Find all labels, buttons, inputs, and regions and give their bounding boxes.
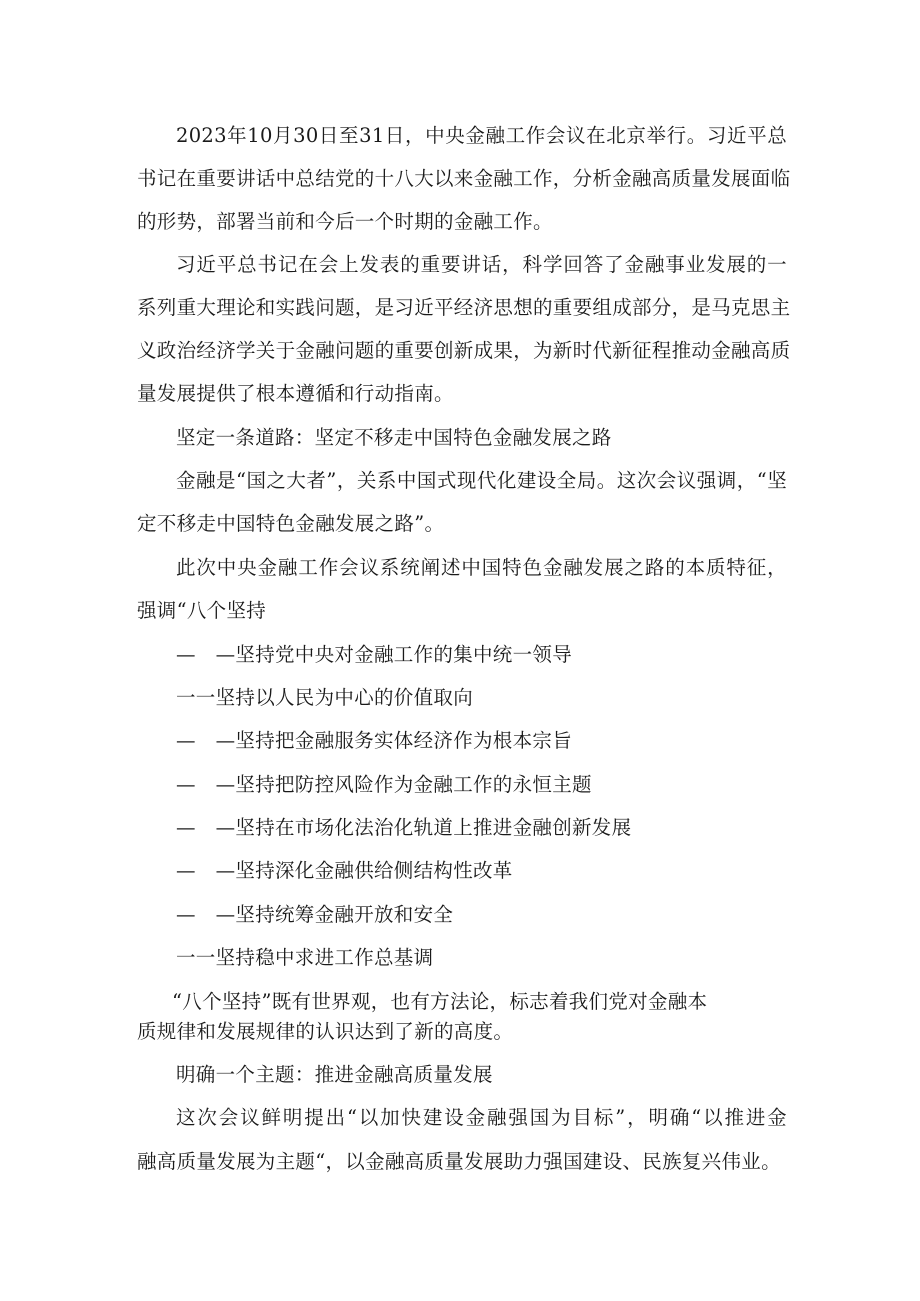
paragraph-speech-line-4: 量发展提供了根本遵循和行动指南。 (137, 382, 454, 405)
paragraph-speech-line-1: 习近平总书记在会上发表的重要讲话，科学回答了金融事业发展的一 (176, 253, 787, 276)
paragraph-final-line-2: 融高质量发展为主题“，以金融高质量发展助力强国建设、民族复兴伟业。 (137, 1150, 781, 1173)
list-item: — —坚持统筹金融开放和安全 (176, 903, 454, 926)
paragraph-closing-line-1: “八个坚持”既有世界观，也有方法论，标志着我们党对金融本 (172, 990, 708, 1013)
paragraph-eight-line-2: 强调“八个坚持 (137, 599, 267, 622)
section-heading-theme: 明确一个主题：推进金融高质量发展 (176, 1063, 493, 1086)
paragraph-speech-line-3: 义政治经济学关于金融问题的重要创新成果，为新时代新征程推动金融高质 (137, 339, 791, 362)
paragraph-eight-line-1: 此次中央金融工作会议系统阐述中国特色金融发展之路的本质特征， (176, 556, 787, 579)
paragraph-closing-line-2: 质规律和发展规律的认识达到了新的高度。 (137, 1020, 514, 1043)
paragraph-intro-line-3: 的形势，部署当前和今后一个时期的金融工作。 (137, 210, 553, 233)
list-item: — —坚持把防控风险作为金融工作的永恒主题 (176, 773, 592, 796)
paragraph-finance-line-2: 定不移走中国特色金融发展之路”。 (137, 512, 445, 535)
list-item: 一一坚持以人民为中心的价值取向 (176, 686, 474, 709)
paragraph-intro-line-2: 书记在重要讲话中总结党的十八大以来金融工作，分析金融高质量发展面临 (137, 167, 791, 190)
paragraph-intro-line-1: 2023年10月30日至31日，中央金融工作会议在北京举行。习近平总 (176, 124, 787, 147)
paragraph-final-line-1: 这次会议鲜明提出“以加快建设金融强国为目标”，明确“以推进金 (176, 1106, 787, 1129)
list-item: — —坚持在市场化法治化轨道上推进金融创新发展 (176, 816, 632, 839)
list-item: — —坚持把金融服务实体经济作为根本宗旨 (176, 729, 572, 752)
paragraph-finance-line-1: 金融是“国之大者”，关系中国式现代化建设全局。这次会议强调，“坚 (176, 469, 787, 492)
list-item: — —坚持党中央对金融工作的集中统一领导 (176, 643, 572, 666)
paragraph-speech-line-2: 系列重大理论和实践问题，是习近平经济思想的重要组成部分，是马克思主 (137, 296, 791, 319)
list-item: 一一坚持稳中求进工作总基调 (176, 946, 434, 969)
list-item: — —坚持深化金融供给侧结构性改革 (176, 859, 513, 882)
section-heading-road: 坚定一条道路：坚定不移走中国特色金融发展之路 (176, 426, 612, 449)
